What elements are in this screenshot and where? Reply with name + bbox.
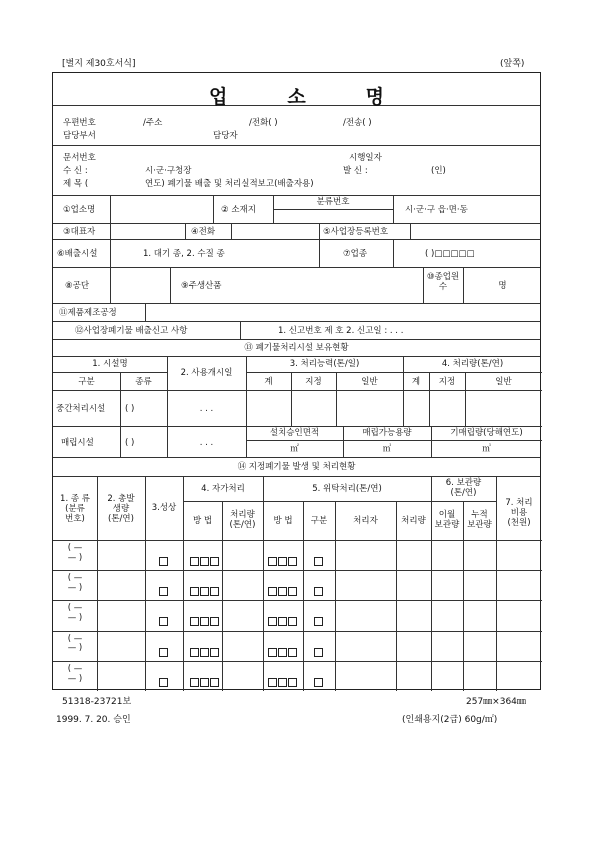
recipient-label: 수 신 :	[63, 166, 88, 176]
self-amount-header: 처리량 (톤/연)	[229, 510, 256, 530]
date-label: 시행일자	[349, 153, 382, 163]
row-divider	[53, 661, 542, 662]
capacity-total-header: 계	[264, 377, 273, 387]
consigned-category-checkbox[interactable]	[314, 610, 324, 629]
document-block	[53, 146, 540, 196]
sender-label: 발 신 :	[343, 166, 368, 176]
report-label: ⑫사업장폐기물 배출신고 사항	[75, 326, 188, 336]
throughput-header: 4. 처리량(톤/연)	[441, 359, 504, 369]
consigned-category-checkbox[interactable]	[314, 641, 324, 660]
intermediate-kind: ( )	[125, 404, 135, 414]
consigned-method-checkbox[interactable]	[268, 610, 298, 629]
classification-label: 분류번호	[316, 197, 350, 207]
waste-code-marker: ( — — )	[67, 543, 83, 563]
industry-value: ( )□□□□□	[425, 249, 475, 259]
dept-label: 담당부서	[63, 131, 96, 141]
employees-label: ⑩종업원수	[426, 272, 460, 292]
title-char: 업	[208, 86, 228, 108]
title-block	[53, 73, 540, 106]
capacity-unit: ㎥	[382, 444, 392, 454]
storage-header: 6. 보관량 (톤/연)	[445, 478, 482, 498]
self-method-header: 방 법	[192, 516, 213, 526]
self-method-checkbox[interactable]	[190, 671, 220, 690]
phone-label: /전화( )	[249, 118, 278, 128]
business-reg-label: ⑤사업장등록번호	[323, 227, 389, 237]
consigned-category-checkbox[interactable]	[314, 671, 324, 690]
self-method-checkbox[interactable]	[190, 580, 220, 599]
info-row-2	[53, 224, 540, 240]
cumulative-storage-header: 누적 보관량	[467, 510, 492, 530]
waste-type-header: 1. 종 류 (분류 번호)	[60, 494, 90, 524]
waste-code-marker: ( — — )	[67, 603, 83, 624]
waste-code-marker: ( — — )	[67, 633, 83, 654]
emission-facility-label: ⑥배출시설	[57, 249, 98, 259]
page-title	[53, 82, 540, 109]
landfill-facility-label: 매립시설	[61, 438, 94, 448]
info-row-1	[53, 196, 540, 224]
landfill-date: . . .	[199, 438, 214, 448]
facility-type-header: 구분	[78, 377, 95, 387]
property-checkbox[interactable]	[159, 580, 169, 599]
waste-code-marker: ( — — )	[67, 663, 83, 684]
throughput-designated-header: 지정	[438, 377, 456, 387]
location-label: ② 소재지	[221, 205, 256, 215]
landfill-kind: ( )	[125, 438, 135, 448]
employees-unit: 명	[498, 281, 507, 291]
postal-label: 우편번호	[63, 118, 96, 128]
self-method-checkbox[interactable]	[190, 610, 220, 629]
consigned-category-checkbox[interactable]	[314, 550, 324, 569]
start-date-header: 2. 사용개시일	[180, 368, 233, 378]
seal-mark: (인)	[431, 166, 446, 176]
consigned-amount-header: 처리량	[401, 516, 426, 526]
processor-header: 처리자	[353, 516, 378, 526]
consigned-category-checkbox[interactable]	[314, 580, 324, 599]
page-side: (앞쪽)	[500, 59, 525, 69]
representative-label: ③대표자	[63, 227, 96, 237]
form-number: 51318-23721보	[62, 697, 132, 707]
total-generated-header: 2. 총발 생량 (톤/연)	[107, 494, 135, 524]
process-label: ⑪제품제조공정	[59, 308, 117, 318]
recipient-value: 시·군·구청장	[145, 166, 192, 176]
row-divider	[53, 600, 542, 601]
title-char: 명	[365, 86, 385, 108]
consigned-method-header: 방 법	[273, 516, 293, 526]
paper-size: 257㎜×364㎜	[466, 697, 526, 707]
capacity-designated-header: 지정	[305, 377, 322, 387]
property-header: 3.성상	[151, 503, 177, 513]
landfilled-unit: ㎥	[482, 444, 491, 454]
person-label: 담당자	[213, 131, 238, 141]
consigned-method-checkbox[interactable]	[268, 580, 298, 599]
self-treatment-header: 4. 자가처리	[201, 484, 245, 494]
facility-kind-header: 종류	[135, 377, 152, 387]
property-checkbox[interactable]	[159, 671, 169, 690]
address-label: /주소	[143, 118, 163, 128]
facility-name-header: 1. 시설명	[92, 359, 128, 369]
address-block	[53, 106, 540, 146]
waste-table	[53, 477, 540, 691]
landfilled-amount-header: 기매립량(당해연도)	[450, 428, 523, 438]
facility-table	[53, 357, 540, 458]
doc-no-label: 문서번호	[63, 153, 96, 163]
main-product-label: ⑨주생산품	[181, 281, 222, 291]
treatment-cost-header: 7. 처리 비용 (천원)	[505, 498, 533, 528]
form-code: [별지 제30호서식]	[62, 59, 136, 69]
consigned-method-checkbox[interactable]	[268, 641, 298, 660]
throughput-total-header: 계	[411, 377, 421, 387]
region-label: 시·군·구 읍·면·동	[405, 205, 468, 215]
info-row-3	[53, 240, 540, 268]
facility-section-title: ⑬ 폐기물처리시설 보유현황	[53, 340, 540, 357]
paper-spec: (인쇄용지(2급) 60g/㎡)	[402, 715, 498, 725]
throughput-general-header: 일반	[495, 377, 512, 387]
phone-field-label: ④전화	[191, 227, 216, 237]
self-method-checkbox[interactable]	[190, 550, 220, 569]
property-checkbox[interactable]	[159, 641, 169, 660]
subject-value: 연도) 폐기물 배출 및 처리실적보고(배출자용)	[145, 179, 314, 189]
approval-date: 1999. 7. 20. 승인	[56, 715, 131, 725]
info-row-5	[53, 304, 540, 322]
consigned-method-checkbox[interactable]	[268, 671, 298, 690]
row-divider	[53, 570, 542, 571]
property-checkbox[interactable]	[159, 610, 169, 629]
title-char: 소	[287, 86, 306, 108]
consigned-treatment-header: 5. 위탁처리(톤/연)	[312, 484, 382, 494]
intermediate-facility-label: 중간처리시설	[56, 404, 106, 414]
waste-code-marker: ( — — )	[67, 573, 83, 593]
approved-area-header: 설치승인면적	[269, 428, 320, 438]
landfill-capacity-header: 매립가능용량	[362, 428, 412, 438]
info-row-6	[53, 322, 540, 340]
waste-section-title: ⑭ 지정폐기물 발생 및 처리현황	[53, 458, 540, 477]
area-unit: ㎡	[290, 444, 299, 454]
industry-label: ⑦업종	[343, 249, 368, 259]
form-frame	[52, 72, 541, 690]
row-divider	[53, 631, 542, 632]
emission-facility-value: 1. 대기 종, 2. 수질 종	[143, 249, 225, 259]
report-value: 1. 신고번호 제 호 2. 신고일 : . . .	[278, 326, 404, 336]
fax-label: /전송( )	[343, 118, 372, 128]
intermediate-date: . . .	[199, 404, 214, 414]
self-method-checkbox[interactable]	[190, 641, 220, 660]
capacity-header: 3. 처리능력(톤/일)	[289, 359, 360, 369]
info-row-4	[53, 268, 540, 304]
carried-storage-header: 이월 보관량	[434, 510, 460, 530]
consigned-method-checkbox[interactable]	[268, 550, 298, 569]
consigned-category-header: 구분	[310, 516, 328, 526]
capacity-general-header: 일반	[361, 377, 378, 387]
business-name-label: ①업소명	[63, 205, 96, 215]
property-checkbox[interactable]	[159, 550, 169, 569]
industrial-complex-label: ⑧공단	[65, 281, 90, 291]
subject-label: 제 목 (	[63, 179, 89, 189]
